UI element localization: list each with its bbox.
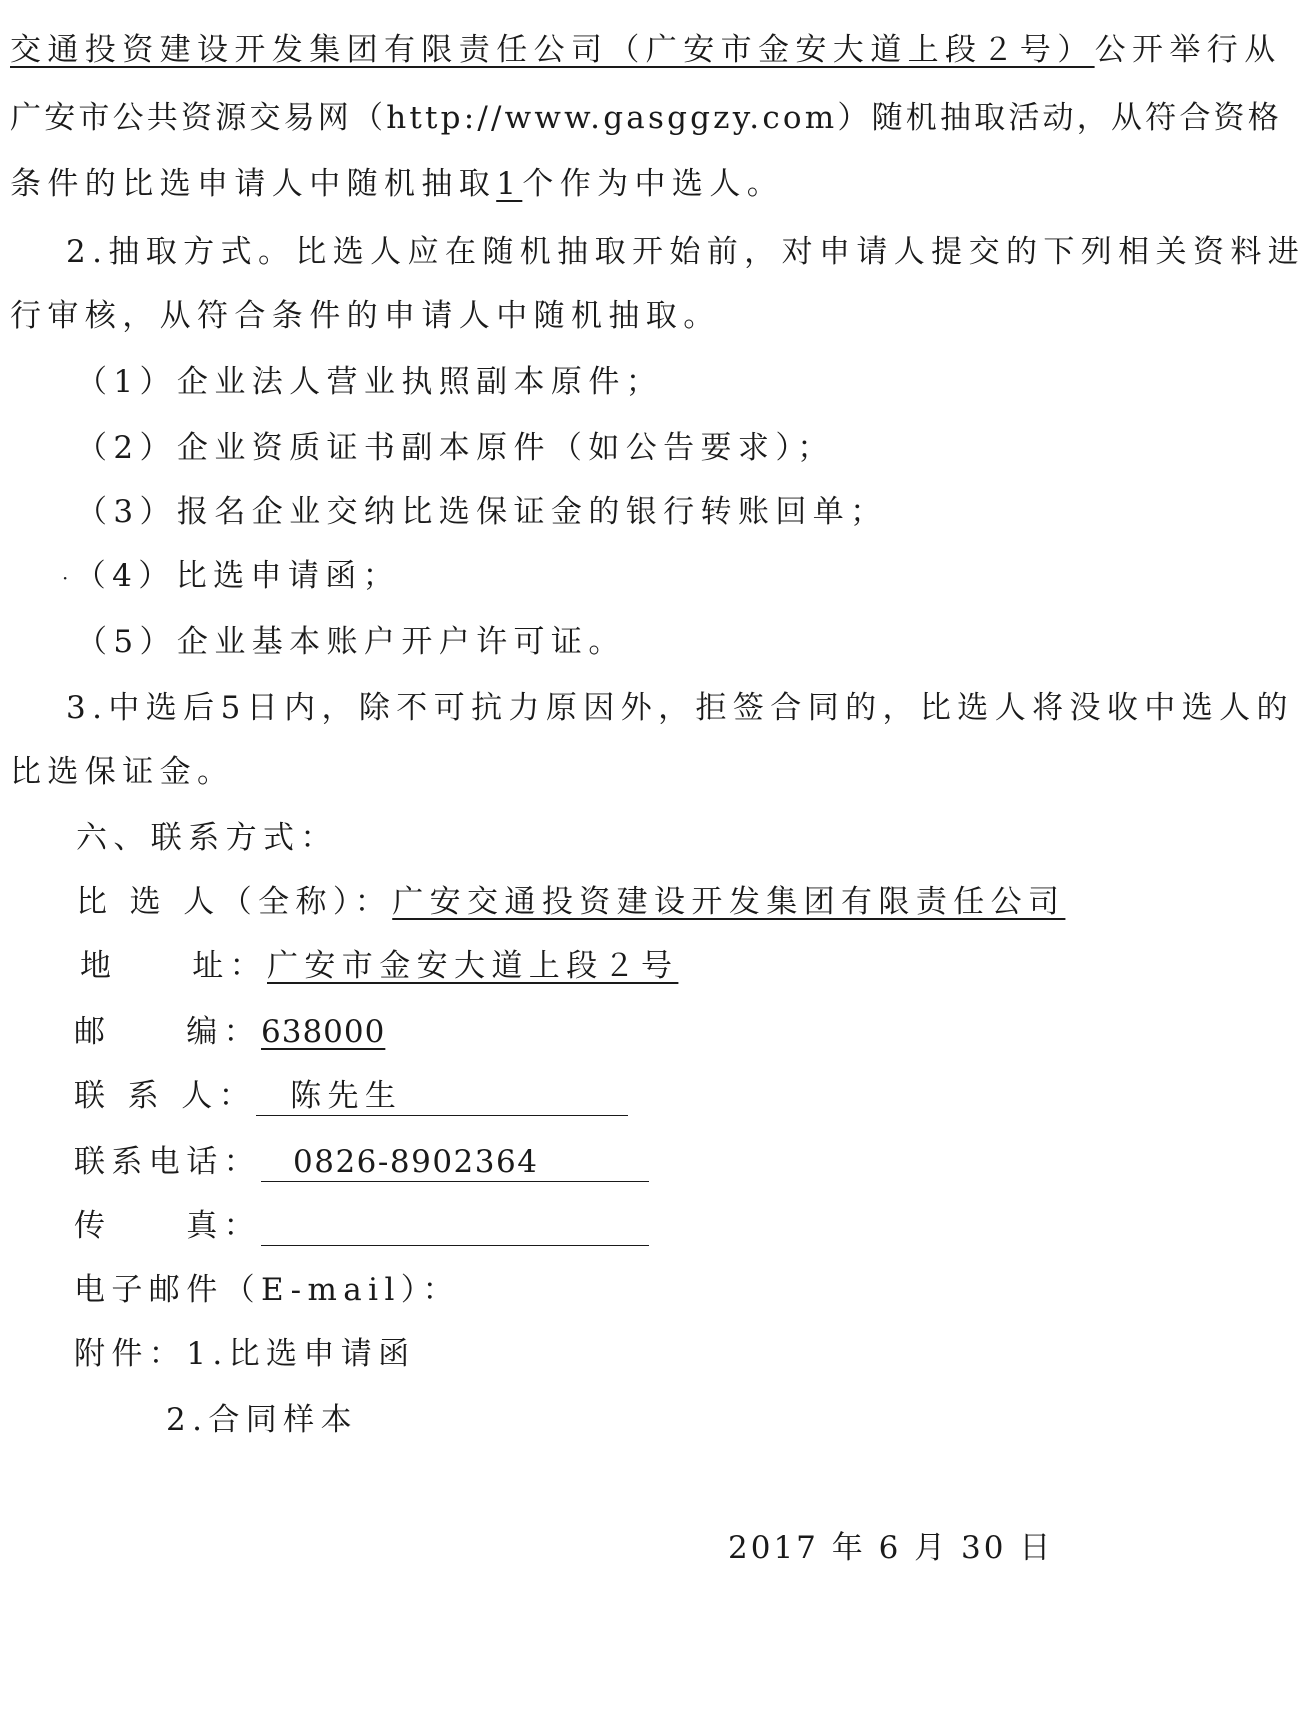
phone-label: 联系电话： bbox=[74, 1144, 261, 1180]
postcode-value: 638000 bbox=[261, 1014, 386, 1050]
paragraph1-line3-prefix: 条件的比选申请人中随机抽取 bbox=[10, 166, 497, 202]
selector-value: 广安交通投资建设开发集团有限责任公司 bbox=[392, 884, 1066, 920]
contact-address-row bbox=[80, 946, 678, 986]
contact-email-row bbox=[74, 1270, 460, 1310]
contact-person-value: 陈先生 bbox=[256, 1079, 628, 1116]
material-item-1: （1）企业法人营业执照副本原件； bbox=[76, 364, 664, 400]
paragraph2-line2: 行审核，从符合条件的申请人中随机抽取。 bbox=[10, 298, 721, 334]
address-label: 地 址： bbox=[80, 948, 267, 984]
contact-selector-row bbox=[76, 882, 1065, 922]
paragraph1-line2: 广安市公共资源交易网（http://www.gasggzy.com）随机抽取活动，从符合资格 bbox=[10, 100, 1282, 136]
paragraph1-line3-suffix: 个作为中选人。 bbox=[522, 166, 785, 202]
material-item-2: （2）企业资质证书副本原件（如公告要求）； bbox=[76, 430, 835, 466]
postcode-label: 邮 编： bbox=[74, 1014, 261, 1050]
contact-postcode-row bbox=[74, 1012, 385, 1052]
contact-heading: 六、联系方式： bbox=[76, 820, 338, 856]
paragraph3-line2: 比选保证金。 bbox=[10, 754, 235, 790]
contact-fax-row bbox=[74, 1206, 649, 1246]
paragraph2-line1: 2.抽取方式。比选人应在随机抽取开始前，对申请人提交的下列相关资料进 bbox=[66, 234, 1305, 270]
phone-value: 0826-8902364 bbox=[261, 1145, 649, 1182]
contact-person-row bbox=[74, 1076, 628, 1116]
email-label: 电子邮件（E-mail）： bbox=[74, 1272, 461, 1308]
paragraph3-line1: 3.中选后5日内，除不可抗力原因外，拒签合同的，比选人将没收中选人的 bbox=[66, 690, 1294, 726]
fax-label: 传 真： bbox=[74, 1208, 261, 1244]
material-item-5: （5）企业基本账户开户许可证。 bbox=[76, 624, 626, 660]
paragraph1-line1-rest: 公开举行从 bbox=[1094, 32, 1282, 68]
address-value: 广安市金安大道上段２号 bbox=[267, 948, 679, 984]
attachments-label: 附件： bbox=[74, 1336, 187, 1372]
material-item-4-row bbox=[62, 556, 400, 598]
draw-count: 1 bbox=[496, 166, 523, 202]
paragraph1-line3 bbox=[10, 164, 784, 204]
paragraph1-line1 bbox=[10, 30, 1282, 70]
material-item-3: （3）报名企业交纳比选保证金的银行转账回单； bbox=[76, 494, 888, 530]
material-item-4: （4）比选申请函； bbox=[74, 558, 401, 594]
organizer-name-underlined: 交通投资建设开发集团有限责任公司（广安市金安大道上段２号） bbox=[10, 32, 1095, 68]
attachments-row bbox=[74, 1334, 416, 1374]
fax-value bbox=[261, 1209, 649, 1246]
stray-dot-mark: · bbox=[62, 565, 75, 590]
contact-person-label: 联 系 人： bbox=[74, 1078, 257, 1114]
document-date: 2017 年 6 月 30 日 bbox=[728, 1530, 1054, 1566]
attachment-item-2: 2.合同样本 bbox=[166, 1402, 358, 1438]
attachment-item-1: 1.比选申请函 bbox=[186, 1336, 416, 1372]
selector-label: 比 选 人（全称）： bbox=[76, 884, 393, 920]
contact-phone-row bbox=[74, 1142, 649, 1182]
